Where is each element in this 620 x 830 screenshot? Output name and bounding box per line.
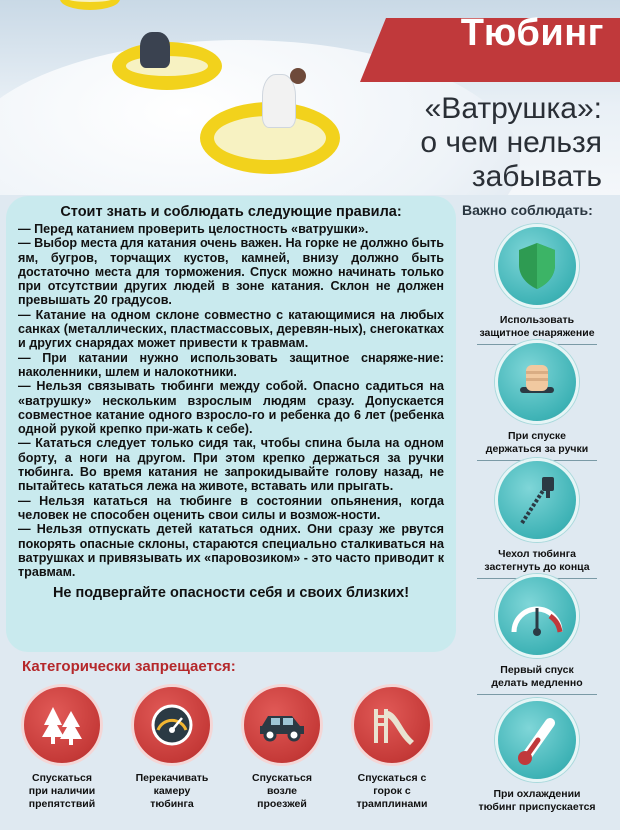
speedometer-icon [495, 574, 579, 658]
slide-icon [351, 684, 433, 766]
caption-line: трамплинами [356, 798, 428, 810]
trees-icon [21, 684, 103, 766]
divider [477, 694, 597, 695]
caption-line: При охлаждении [493, 788, 581, 800]
page-subtitle [420, 92, 602, 194]
rider-back [140, 32, 170, 68]
subtitle-line: «Ватрушка»: [424, 92, 602, 125]
rules-body [18, 222, 444, 579]
rules-footer: Не подвергайте опасности себя и своих близких! [52, 585, 410, 602]
subtitle-line: забывать [471, 160, 602, 193]
caption-line: проезжей [257, 798, 307, 810]
caption-line: Чехол тюбинга [498, 548, 576, 560]
thermometer-icon [495, 698, 579, 782]
caption-line: тюбинга [150, 798, 194, 810]
caption-line: Спускаться с [357, 772, 427, 784]
caption-line: камеру [153, 785, 191, 797]
important-item-slow [462, 574, 612, 695]
rider-front-head [290, 68, 306, 84]
caption-line: держаться за ручки [485, 443, 589, 455]
rules-panel [6, 196, 456, 652]
important-caption [462, 664, 612, 690]
rider-front [262, 74, 296, 128]
shield-icon [495, 224, 579, 308]
forbidden-caption [122, 772, 222, 811]
important-caption [462, 548, 612, 574]
rule-paragraph: — Перед катанием проверить целостность «ватрушки». [18, 222, 369, 236]
forbidden-caption [12, 772, 112, 811]
caption-line: При спуске [507, 430, 567, 442]
caption-line: Спускаться [31, 772, 92, 784]
forbidden-item-obstacles [12, 684, 112, 811]
rules-heading: Стоит знать и соблюдать следующие правила: [60, 204, 402, 220]
important-item-zipper [462, 458, 612, 579]
caption-line: препятствий [28, 798, 96, 810]
caption-line: при наличии [28, 785, 96, 797]
important-item-protection [462, 224, 612, 345]
caption-line: защитное снаряжение [479, 327, 595, 339]
important-title: Важно соблюдать: [462, 202, 593, 218]
forbidden-caption [342, 772, 442, 811]
caption-line: Использовать [499, 314, 575, 326]
caption-line: Спускаться [251, 772, 312, 784]
gauge-icon [131, 684, 213, 766]
rule-paragraph: — Нельзя кататься на тюбинге в состоянии опьянения, когда человек не способен оценить свои силы и возмож-ности. [18, 493, 444, 522]
forbidden-title: Категорически запрещается: [22, 658, 236, 675]
caption-line: делать медленно [491, 677, 583, 689]
caption-line: Перекачивать [135, 772, 209, 784]
zipper-icon [495, 458, 579, 542]
forbidden-caption [232, 772, 332, 811]
forbidden-item-jumps [342, 684, 442, 811]
important-caption [462, 430, 612, 456]
important-item-handles [462, 340, 612, 461]
page-title: Тюбинг [460, 12, 604, 54]
car-icon [241, 684, 323, 766]
caption-line: Первый спуск [500, 664, 574, 676]
important-caption [462, 314, 612, 340]
caption-line: тюбинг приспускается [478, 801, 596, 813]
hero-image [0, 0, 620, 195]
forbidden-item-overinflate [122, 684, 222, 811]
hand-grip-icon [495, 340, 579, 424]
rule-paragraph: — При катании нужно использовать защитное снаряже-ние: наколенники, шлем и налокотники. [18, 350, 444, 379]
important-caption [462, 788, 612, 814]
rule-paragraph: — Кататься следует только сидя так, чтобы спина была на одном борту, а ноги на другом. При этом крепко держаться за ручки тюбинга. Во время катания не запрокидывайте голову назад, не пытайтесь кататься лежа на животе, вставать или прыгать. [18, 436, 444, 494]
caption-line: горок с [373, 785, 411, 797]
caption-line: застегнуть до конца [484, 561, 590, 573]
rule-paragraph: — Выбор места для катания очень важен. На горке не должно быть ям, бугров, торчащих кустов, камней, внизу должно быть достаточно места для торможения. Спуск можно начинать только при отсутствии других людей в зоне катания. Склон не должен превышать 20 градусов. [18, 236, 444, 308]
caption-line: возле [266, 785, 298, 797]
important-item-cooling [462, 698, 612, 814]
rule-paragraph: — Нельзя связывать тюбинги между собой. Опасно садиться на «ватрушку» нескольким взрослым людям сразу. Допускается совместное катание одного взросло-го и ребенка до 6 лет (ребенка одной рукой крепко при-жать к себе). [18, 379, 444, 437]
subtitle-line: о чем нельзя [420, 126, 602, 159]
rule-paragraph: — Нельзя отпускать детей кататься одних. Они сразу же рвутся покорять опасные склоны, стараются специально сталкиваться на ватрушках и привязывать их «паровозиком» - это часто приводит к травмам. [18, 522, 444, 580]
tube-distant [60, 0, 120, 10]
forbidden-item-road [232, 684, 332, 811]
rule-paragraph: — Катание на одном склоне совместно с катающимися на любых санках (металлических, пластмассовых, деревян-ных), снегокатках и других снарядах может привести к травмам. [18, 307, 444, 351]
